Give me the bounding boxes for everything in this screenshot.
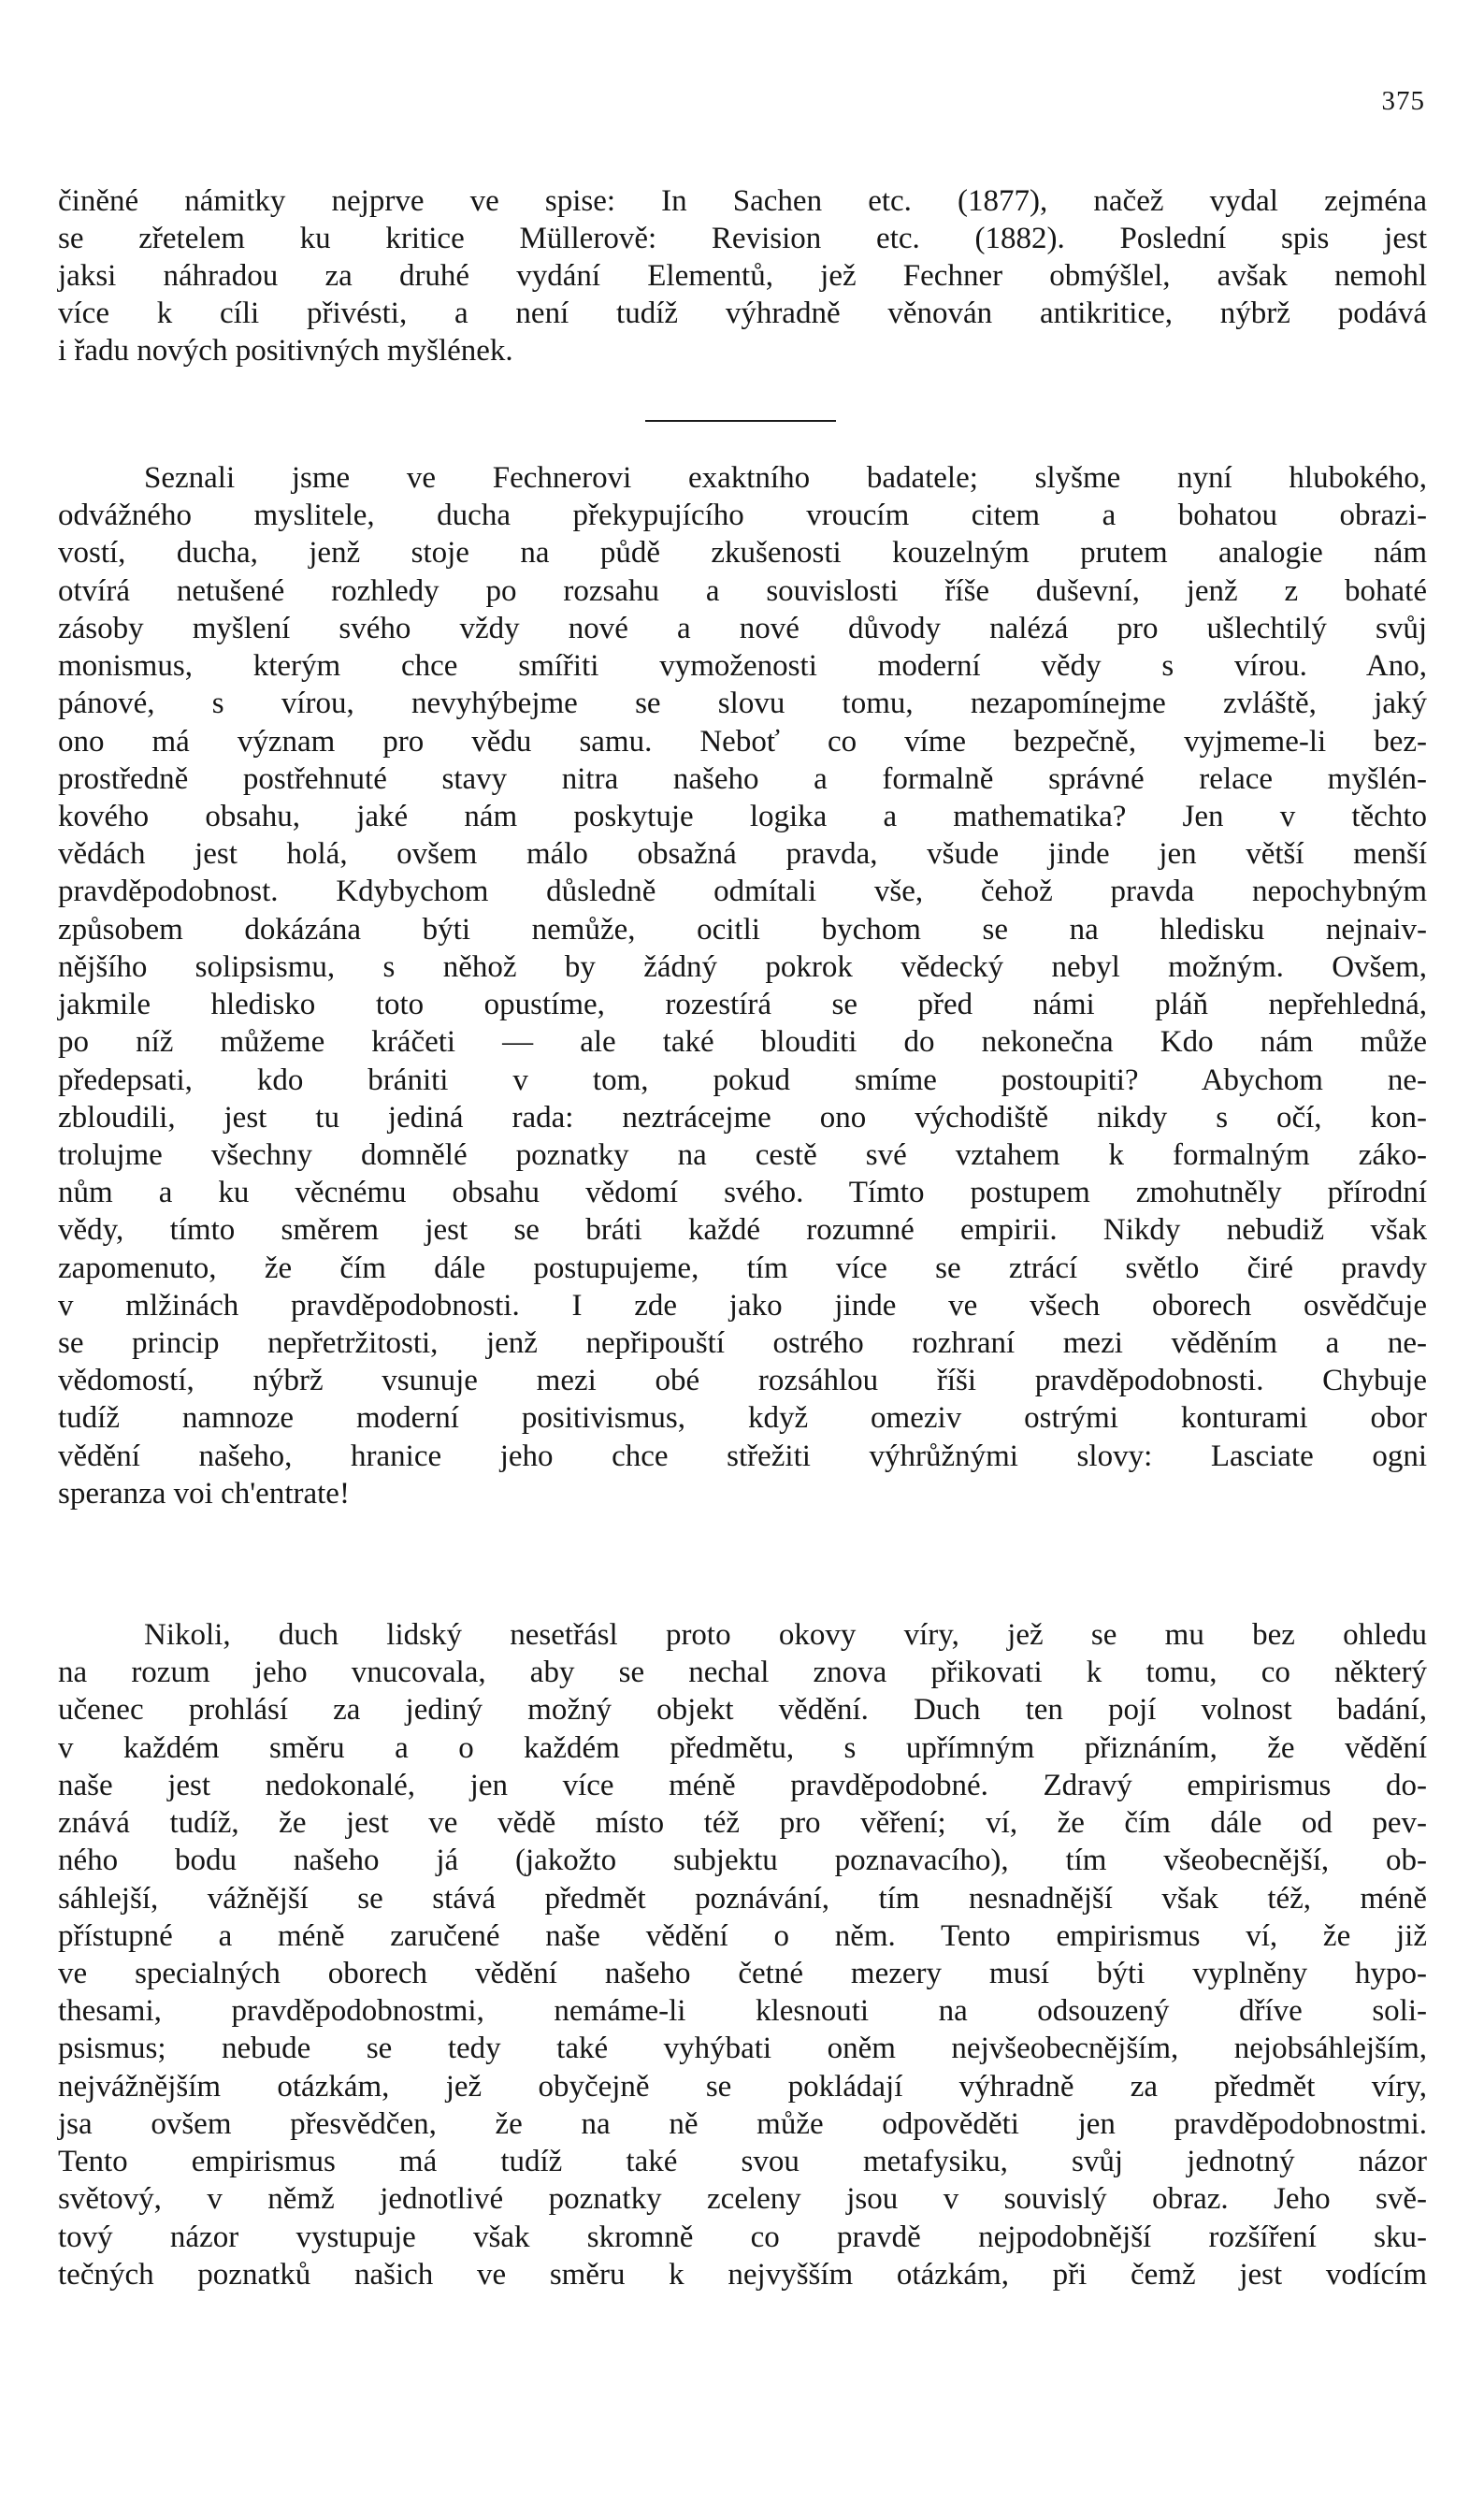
- text-line: na rozum jeho vnucovala, aby se nechal znova přikovati k tomu, co některý: [58, 1656, 1427, 1690]
- text-line: nejvážnějším otázkám, jež obyčejně se pokládají výhradně za předmět víry,: [58, 2069, 1427, 2104]
- text-line: Nikoli, duch lidský nesetřásl proto okovy víry, jež se mu bez ohledu: [144, 1618, 1427, 1652]
- paragraph-3: [58, 1616, 1427, 2293]
- text-line: předepsati, kdo brániti v tom, pokud smíme postoupiti? Abychom ne-: [58, 1063, 1427, 1097]
- text-line: činěné námitky nejprve ve spise: In Sachen etc. (1877), načež vydal zejména: [58, 184, 1427, 218]
- text-line: vědy, tímto směrem jest se bráti každé rozumné empirii. Nikdy nebudiž však: [58, 1213, 1427, 1248]
- text-line: naše jest nedokonalé, jen více méně pravděpodobné. Zdravý empirismus do-: [58, 1768, 1427, 1802]
- text-line: více k cíli přivésti, a není tudíž výhradně věnován antikritice, nýbrž podává: [58, 296, 1427, 330]
- text-line: pánové, s vírou, nevyhýbejme se slovu tomu, nezapomínejme zvláště, jaký: [58, 687, 1427, 721]
- text-line: sáhlejší, vážnější se stává předmět poznávání, tím nesnadnější však též, méně: [58, 1881, 1427, 1916]
- section-divider: [645, 420, 836, 422]
- text-line: se zřetelem ku kritice Müllerově: Revision etc. (1882). Poslední spis jest: [58, 221, 1427, 255]
- page-number: 375: [1381, 86, 1425, 116]
- text-line: nům a ku věcnému obsahu vědomí svého. Tímto postupem zmohutněly přírodní: [58, 1176, 1427, 1210]
- text-line: trolujme všechny domnělé poznatky na cestě své vztahem k formalným záko-: [58, 1137, 1427, 1172]
- text-line: po níž můžeme kráčeti — ale také blouditi do nekonečna Kdo nám může: [58, 1025, 1427, 1060]
- text-line: světový, v němž jednotlivé poznatky zceleny jsou v souvislý obraz. Jeho svě-: [58, 2182, 1427, 2217]
- text-line: v mlžinách pravděpodobnosti. I zde jako jinde ve všech oborech osvědčuje: [58, 1288, 1427, 1323]
- text-line: vědění našeho, hranice jeho chce střežiti výhrůžnými slovy: Lasciate ogni: [58, 1439, 1427, 1473]
- text-line: prostředně postřehnuté stavy nitra našeho a formalně správné relace myšlén-: [58, 761, 1427, 796]
- text-line: ono má význam pro vědu samu. Neboť co víme bezpečně, vyjmeme-li bez-: [58, 724, 1427, 759]
- text-line: způsobem dokázána býti nemůže, ocitli bychom se na hledisku nejnaiv-: [58, 912, 1427, 947]
- text-line: Seznali jsme ve Fechnerovi exaktního badatele; slyšme nyní hlubokého,: [144, 461, 1427, 495]
- text-line: odvážného myslitele, ducha překypujícího vroucím citem a bohatou obrazi-: [58, 499, 1427, 533]
- text-line: ve specialných oborech vědění našeho četné mezery musí býti vyplněny hypo-: [58, 1956, 1427, 1990]
- text-line: tudíž namnoze moderní positivismus, když omeziv ostrými konturami obor: [58, 1401, 1427, 1436]
- text-line: zapomenuto, že čím dále postupujeme, tím více se ztrácí světlo čiré pravdy: [58, 1251, 1427, 1285]
- text-line: v každém směru a o každém předmětu, s upřímným přiznáním, že vědění: [58, 1730, 1427, 1765]
- text-line: se princip nepřetržitosti, jenž nepřipouští ostrého rozhraní mezi věděním a ne-: [58, 1326, 1427, 1361]
- text-line: tový názor vystupuje však skromně co pravdě nejpodobnější rozšíření sku-: [58, 2220, 1427, 2254]
- text-line: jaksi náhradou za druhé vydání Elementů, jež Fechner obmýšlel, avšak nemohl: [58, 258, 1427, 293]
- text-line: učenec prohlásí za jediný možný objekt vědění. Duch ten pojí volnost badání,: [58, 1693, 1427, 1728]
- text-line: Tento empirismus má tudíž také svou metafysiku, svůj jednotný názor: [58, 2145, 1427, 2179]
- paragraph-1: [58, 183, 1427, 369]
- paragraph-2: [58, 459, 1427, 1512]
- text-line: ného bodu našeho já (jakožto subjektu poznavacího), tím všeobecnější, ob-: [58, 1844, 1427, 1878]
- text-line: tečných poznatků našich ve směru k nejvyšším otázkám, při čemž jest vodícím: [58, 2257, 1427, 2292]
- text-line: monismus, kterým chce smířiti vymoženosti moderní vědy s vírou. Ano,: [58, 649, 1427, 684]
- text-line: vědomostí, nýbrž vsunuje mezi obé rozsáhlou říši pravděpodobnosti. Chybuje: [58, 1364, 1427, 1398]
- text-line: pravděpodobnost. Kdybychom důsledně odmítali vše, čehož pravda nepochybným: [58, 875, 1427, 909]
- text-line: zásoby myšlení svého vždy nové a nové důvody nalézá pro ušlechtilý svůj: [58, 611, 1427, 645]
- text-line: nějšího solipsismu, s něhož by žádný pokrok vědecký nebyl možným. Ovšem,: [58, 949, 1427, 984]
- text-line: vědách jest holá, ovšem málo obsažná pravda, všude jinde jen větší menší: [58, 837, 1427, 872]
- text-line: otvírá netušené rozhledy po rozsahu a souvislosti říše duševní, jenž z bohaté: [58, 573, 1427, 608]
- text-line: kového obsahu, jaké nám poskytuje logika a mathematika? Jen v těchto: [58, 799, 1427, 833]
- text-line: zbloudili, jest tu jediná rada: neztrácejme ono východiště nikdy s očí, kon-: [58, 1100, 1427, 1135]
- text-line: psismus; nebude se tedy také vyhýbati oněm nejvšeobecnějším, nejobsáhlejším,: [58, 2032, 1427, 2066]
- text-line: vostí, ducha, jenž stoje na půdě zkušenosti kouzelným prutem analogie nám: [58, 536, 1427, 571]
- text-line: i řadu nových positivných myšlének.: [58, 333, 513, 368]
- text-line: thesami, pravděpodobnostmi, nemáme-li klesnouti na odsouzený dříve soli-: [58, 1994, 1427, 2029]
- text-line: jsa ovšem přesvědčen, že na ně může odpověděti jen pravděpodobnostmi.: [58, 2106, 1427, 2141]
- text-line: jakmile hledisko toto opustíme, rozestírá se před námi pláň nepřehledná,: [58, 988, 1427, 1022]
- text-line: speranza voi ch'entrate!: [58, 1476, 350, 1511]
- text-line: přístupné a méně zaručené naše vědění o něm. Tento empirismus ví, že již: [58, 1918, 1427, 1953]
- text-line: znává tudíž, že jest ve vědě místo též pro věření; ví, že čím dále od pev-: [58, 1806, 1427, 1841]
